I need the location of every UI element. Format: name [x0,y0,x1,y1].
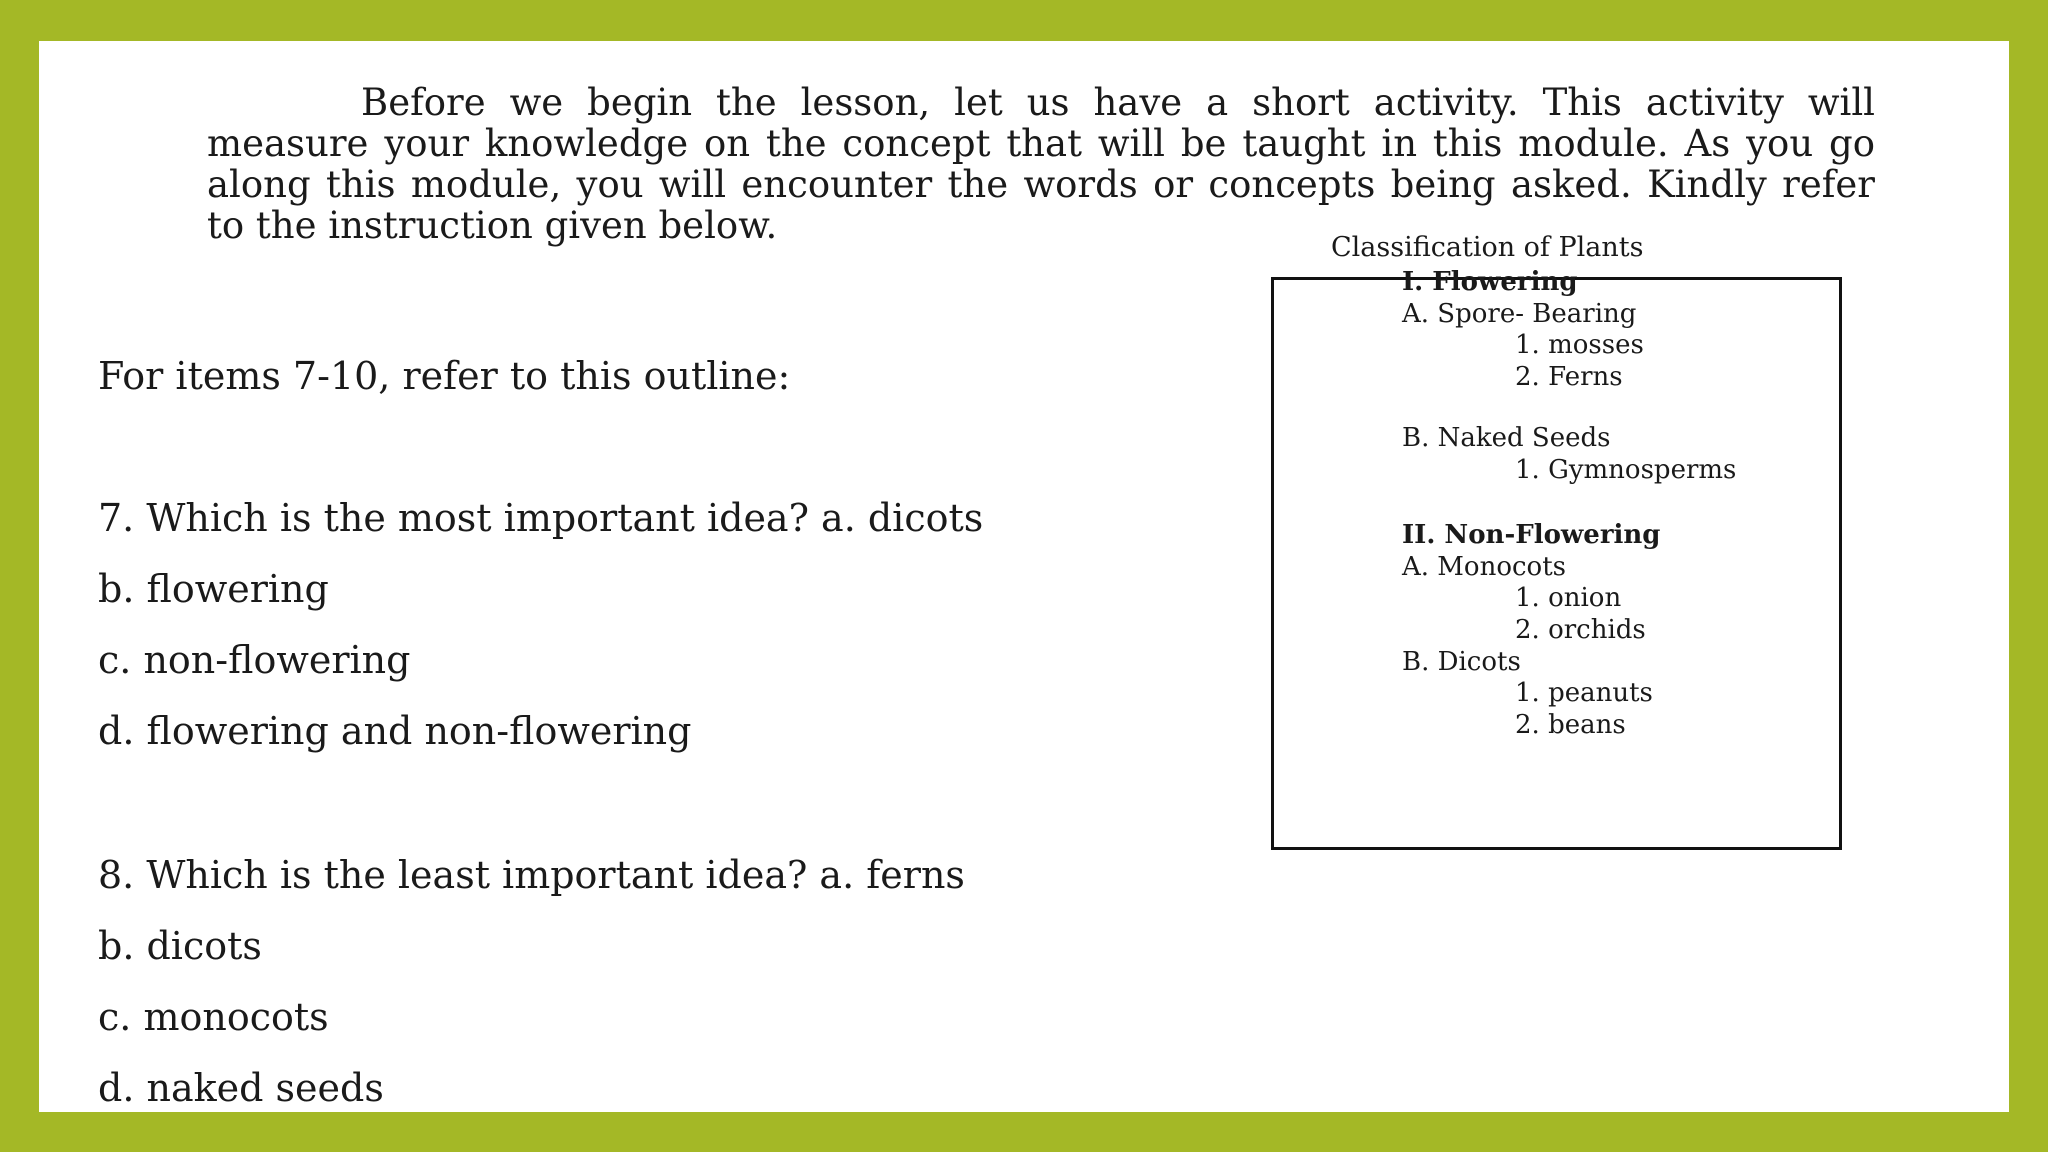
outline-peanuts: 1. peanuts [1515,678,1653,708]
question-8-option-d: d. naked seeds [98,1066,384,1110]
question-7-option-d: d. flowering and non-flowering [98,709,692,753]
outline-spore-bearing: A. Spore- Bearing [1402,299,1637,329]
outline-ferns: 2. Ferns [1515,362,1623,392]
outline-dicots: B. Dicots [1402,647,1521,677]
question-8-option-c: c. monocots [98,995,329,1039]
question-7-option-c: c. non-flowering [98,638,411,682]
outline-flowering: I. Flowering [1402,267,1578,297]
outline-title: Classification of Plants [1331,232,1644,263]
outline-gymnosperms: 1. Gymnosperms [1515,455,1737,485]
outline-naked-seeds: B. Naked Seeds [1402,423,1611,453]
outline-non-flowering: II. Non-Flowering [1402,520,1661,550]
outline-monocots: A. Monocots [1402,552,1566,582]
outline-orchids: 2. orchids [1515,615,1646,645]
question-7-option-b: b. flowering [98,567,329,611]
question-8-prompt: 8. Which is the least important idea? a. ferns [98,853,965,897]
outline-beans: 2. beans [1515,710,1626,740]
outline-mosses: 1. mosses [1515,330,1644,360]
intro-paragraph [207,82,1875,246]
slide [39,41,2009,1112]
question-7-prompt: 7. Which is the most important idea? a. dicots [98,496,984,540]
intro-text: Before we begin the lesson, let us have a short activity. This activity will measure your knowledge on the concept that will be taught in this module. As you go along this module, you will encounter the words or concepts being asked. Kindly refer to the instruction given below. [207,81,1875,247]
question-8-option-b: b. dicots [98,924,262,968]
outline-instruction: For items 7-10, refer to this outline: [98,354,791,398]
outline-onion: 1. onion [1515,583,1622,613]
